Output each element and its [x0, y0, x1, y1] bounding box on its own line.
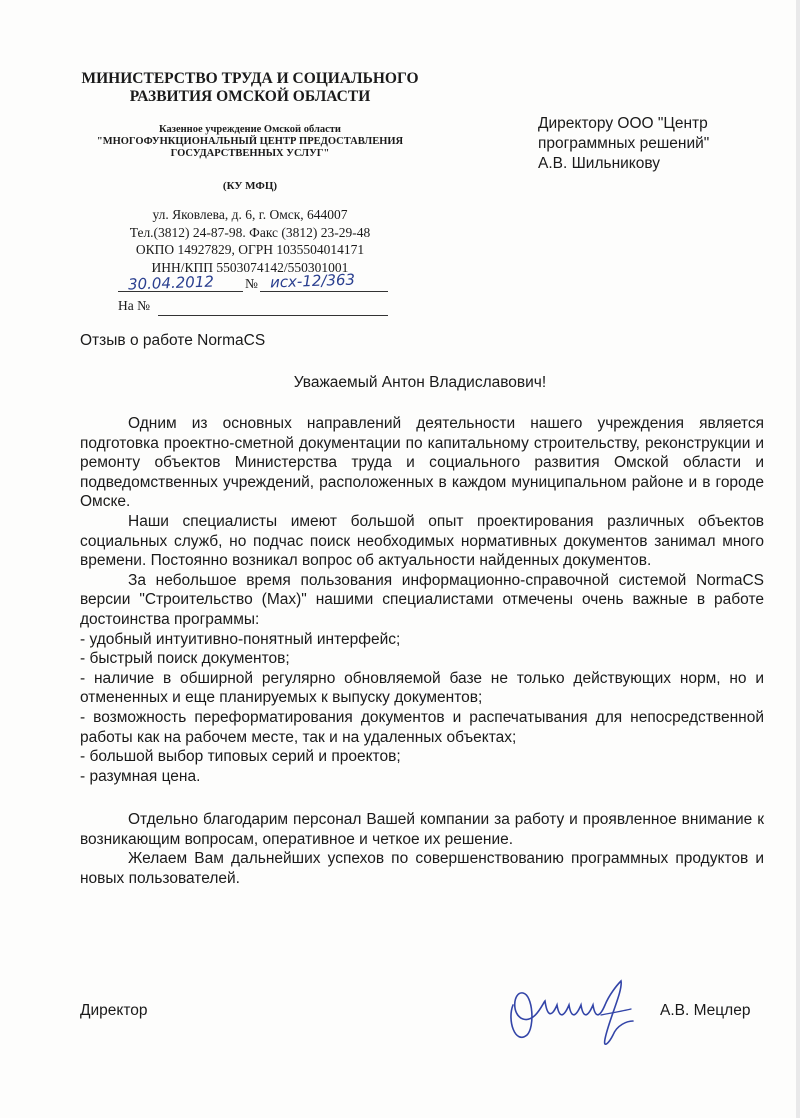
recipient-block [538, 114, 778, 174]
list-item: - быстрый поиск документов; [80, 650, 290, 668]
salutation: Уважаемый Антон Владиславович! [293, 374, 547, 391]
registration-line [118, 270, 388, 294]
address-line: Тел.(3812) 24-87-98. Факс (3812) 23-29-48 [129, 224, 371, 240]
handwritten-date: 30.04.2012 [127, 272, 215, 294]
institution-line: ГОСУДАРСТВЕННЫХ УСЛУГ" [170, 148, 330, 159]
paragraph-gap [80, 786, 764, 810]
handwritten-signature [505, 975, 635, 1055]
reference-underline [158, 315, 388, 316]
scan-edge [796, 0, 800, 1118]
paragraph: Наши специалисты имеют большой опыт проектирования различных объектов социальных служб, но подчас поиск необходимых нормативных документов занимал много времени. Постоянно возникал вопрос об актуальности найденных документов. [80, 512, 764, 570]
paragraph: За небольшое время пользования информационно-справочной системой NormaCS версии "Строительство (Max)" нашими специалистами отмечены очень важные в работе достоинства программы: [80, 571, 764, 628]
signer-name: А.В. Мецлер [660, 1002, 751, 1019]
list-item: - большой выбор типовых серий и проектов; [80, 748, 401, 766]
institution-name [60, 136, 440, 160]
ministry-line: РАЗВИТИЯ ОМСКОЙ ОБЛАСТИ [129, 88, 371, 105]
ministry-line: МИНИСТЕРСТВО ТРУДА И СОЦИАЛЬНОГО [81, 70, 419, 87]
address-line: ИНН/КПП 5503074142/550301001 [151, 259, 349, 275]
letter-body [80, 414, 764, 889]
institution-type: Казенное учреждение Омской области [159, 124, 341, 135]
list-item: - наличие в обширной регулярно обновляемой базе не только действующих норм, но и отмененных и еще планируемых к выпуску документов; [80, 669, 764, 707]
list-item: - удобный интуитивно-понятный интерфейс; [80, 630, 401, 648]
number-label: № [245, 276, 258, 291]
reference-label: На № [118, 298, 150, 313]
list-item: - разумная цена. [80, 767, 201, 785]
number-underline [260, 291, 388, 292]
institution-line: "МНОГОФУНКЦИОНАЛЬНЫЙ ЦЕНТР ПРЕДОСТАВЛЕНИЯ [96, 136, 404, 147]
address-line: ул. Яковлева, д. 6, г. Омск, 644007 [152, 207, 348, 222]
paragraph: Отдельно благодарим персонал Вашей компании за работу и проявленное внимание к возникающим вопросам, оперативное и четкое их решение. [80, 811, 764, 848]
address-line: ОКПО 14927829, ОГРН 1035504014171 [135, 242, 365, 257]
handwritten-number: исх-12/363 [269, 270, 356, 292]
paragraph: Желаем Вам дальнейших успехов по совершенствованию программных продуктов и новых пользователей. [80, 850, 764, 888]
date-underline [118, 291, 243, 292]
address-block [60, 206, 440, 276]
reference-line [118, 298, 388, 318]
recipient-line: А.В. Шильникову [538, 155, 661, 172]
letter-subject: Отзыв о работе NormaCS [80, 332, 266, 349]
list-item: - возможность переформатирования документов и распечатывания для непосредственной работы как на рабочем месте, так и на удаленных объектах; [80, 708, 764, 746]
recipient-line: Директору ООО "Центр [538, 115, 708, 132]
recipient-line: программных решений" [538, 135, 710, 152]
ministry-name [60, 70, 440, 106]
signer-title: Директор [80, 1002, 148, 1019]
paragraph: Одним из основных направлений деятельности нашего учреждения является подготовка проектно-сметной документации по капитальному строительству, реконструкции и ремонту объектов Министерства труда и социального развития Омской области и подведомственных учреждений, расположенных в каждом муниципальном районе и в городе Омске. [80, 415, 764, 511]
institution-abbreviation: (КУ МФЦ) [222, 180, 278, 192]
